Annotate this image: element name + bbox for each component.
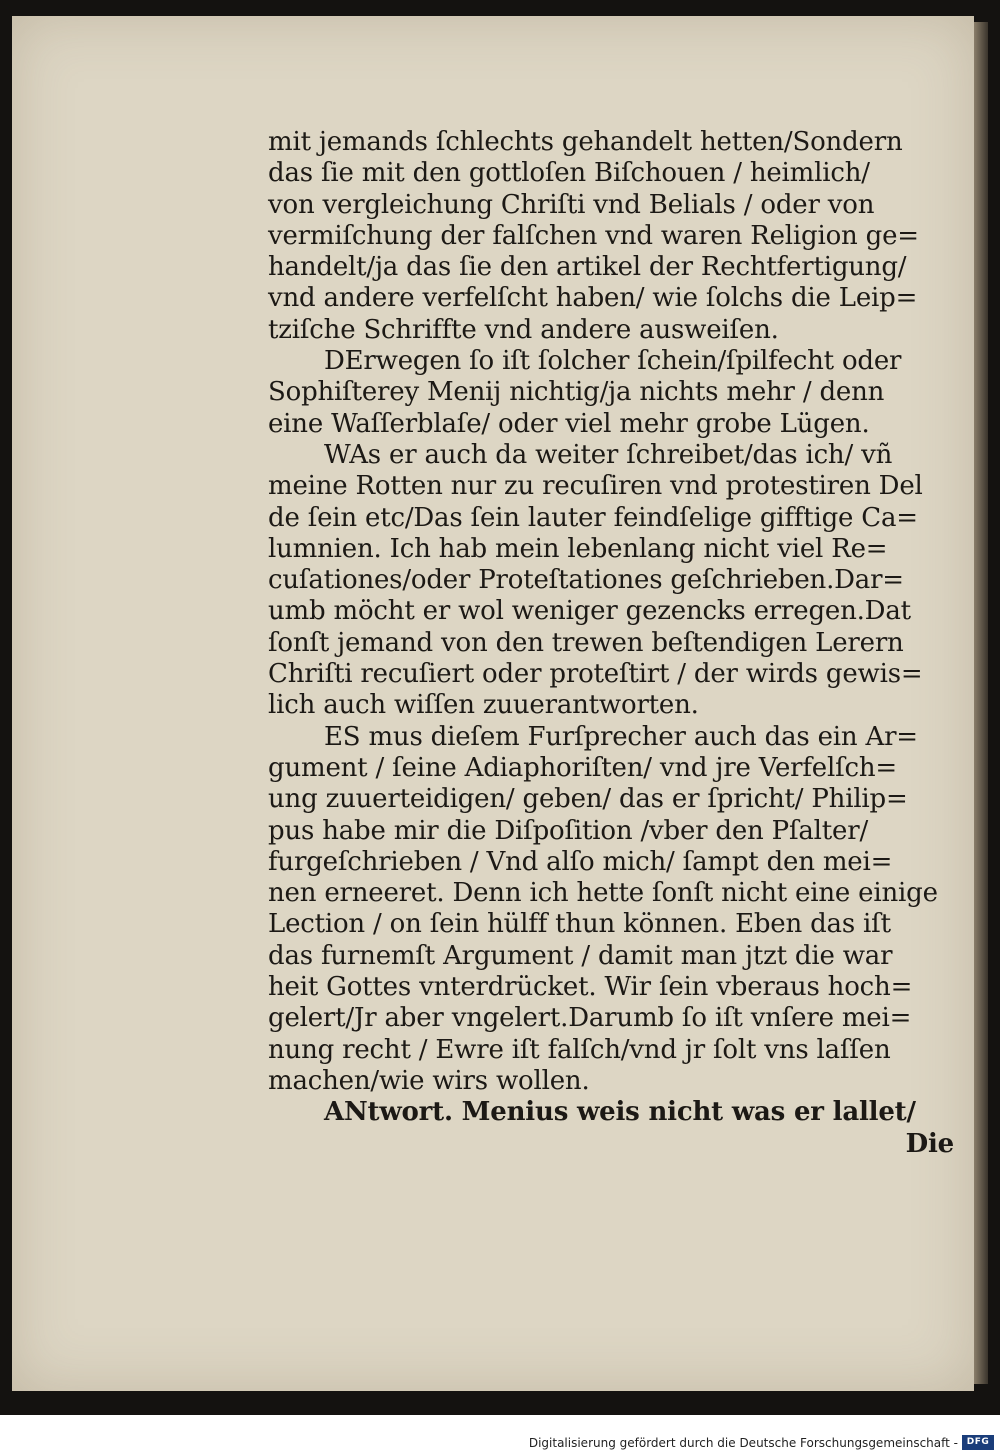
- text-line: meine Rotten nur zu recuſiren vnd protestiren Del: [268, 471, 923, 502]
- paragraph-start-line: ANtwort. Menius weis nicht was er lallet/: [324, 1097, 916, 1128]
- page-text: [268, 127, 958, 1160]
- text-line: de ſein etc/Das ſein lauter feindſelige gifftige Ca=: [268, 502, 918, 533]
- page-edge: [974, 22, 988, 1384]
- text-line: das furnemſt Argument / damit man jtzt die war: [268, 940, 893, 971]
- funding-credit: Digitalisierung gefördert durch die Deutsche Forschungsgemeinschaft -: [528, 1436, 958, 1450]
- dfg-logo: DFG: [962, 1435, 994, 1450]
- text-line: mit jemands ſchlechts gehandelt hetten/Sondern: [268, 127, 903, 157]
- text-line: von vergleichung Chriſti vnd Belials / oder von: [268, 189, 875, 220]
- text-line: ung zuuerteidigen/ geben/ das er ſpricht/ Philip=: [268, 784, 908, 815]
- text-line: ſonſt jemand von den trewen beſtendigen Lerern: [268, 627, 904, 658]
- text-line: umb möcht er wol weniger gezencks erregen.Dat: [268, 596, 911, 627]
- text-line: gument / ſeine Adiaphoriſten/ vnd jre Verfelſch=: [268, 752, 898, 783]
- text-line: tziſche Schriffte vnd andere ausweiſen.: [268, 314, 779, 345]
- text-line: cuſationes/oder Proteſtationes geſchrieben.Dar=: [268, 565, 904, 596]
- text-line: handelt/ja das ſie den artikel der Rechtfertigung/: [268, 252, 907, 283]
- catchword: Die: [905, 1128, 954, 1159]
- paragraph-start-line: WAs er auch da weiter ſchreibet/das ich/ vñ: [324, 439, 893, 470]
- text-line: eine Waſſerblaſe/ oder viel mehr grobe Lügen.: [268, 408, 870, 439]
- text-line: furgeſchrieben / Vnd alſo mich/ ſampt den mei=: [268, 846, 893, 877]
- text-line: pus habe mir die Diſpoſition /vber den Pſalter/: [268, 815, 869, 846]
- text-line: das ſie mit den gottloſen Biſchouen / heimlich/: [268, 158, 870, 189]
- text-line: Chriſti recuſiert oder proteſtirt / der wirds gewis=: [268, 659, 923, 690]
- text-line: heit Gottes vnterdrücket. Wir ſein vberaus hoch=: [268, 972, 913, 1003]
- text-line: vnd andere verfelſcht haben/ wie ſolchs die Leip=: [268, 283, 918, 314]
- paragraph-start-line: ES mus dieſem Furſprecher auch das ein Ar=: [324, 721, 918, 752]
- text-line: Lection / on ſein hülff thun können. Eben das iſt: [268, 909, 891, 940]
- digitization-footer: [0, 1415, 1000, 1455]
- text-line: nung recht / Ewre iſt falſch/vnd jr ſolt vns laſſen: [268, 1034, 891, 1065]
- text-line: machen/wie wirs wollen.: [268, 1065, 590, 1096]
- text-line: lumnien. Ich hab mein lebenlang nicht viel Re=: [268, 533, 888, 564]
- text-line: lich auch wiſſen zuuerantworten.: [268, 690, 699, 721]
- text-line: gelert/Jr aber vngelert.Darumb ſo iſt vnſere mei=: [268, 1003, 912, 1034]
- text-line: Sophiſterey Menij nichtig/ja nichts mehr / denn: [268, 377, 885, 408]
- paragraph-start-line: DErwegen ſo iſt ſolcher ſchein/ſpilfecht oder: [324, 346, 902, 377]
- text-line: nen erneeret. Denn ich hette ſonſt nicht eine einige: [268, 878, 938, 909]
- text-line: vermiſchung der falſchen vnd waren Religion ge=: [268, 220, 919, 251]
